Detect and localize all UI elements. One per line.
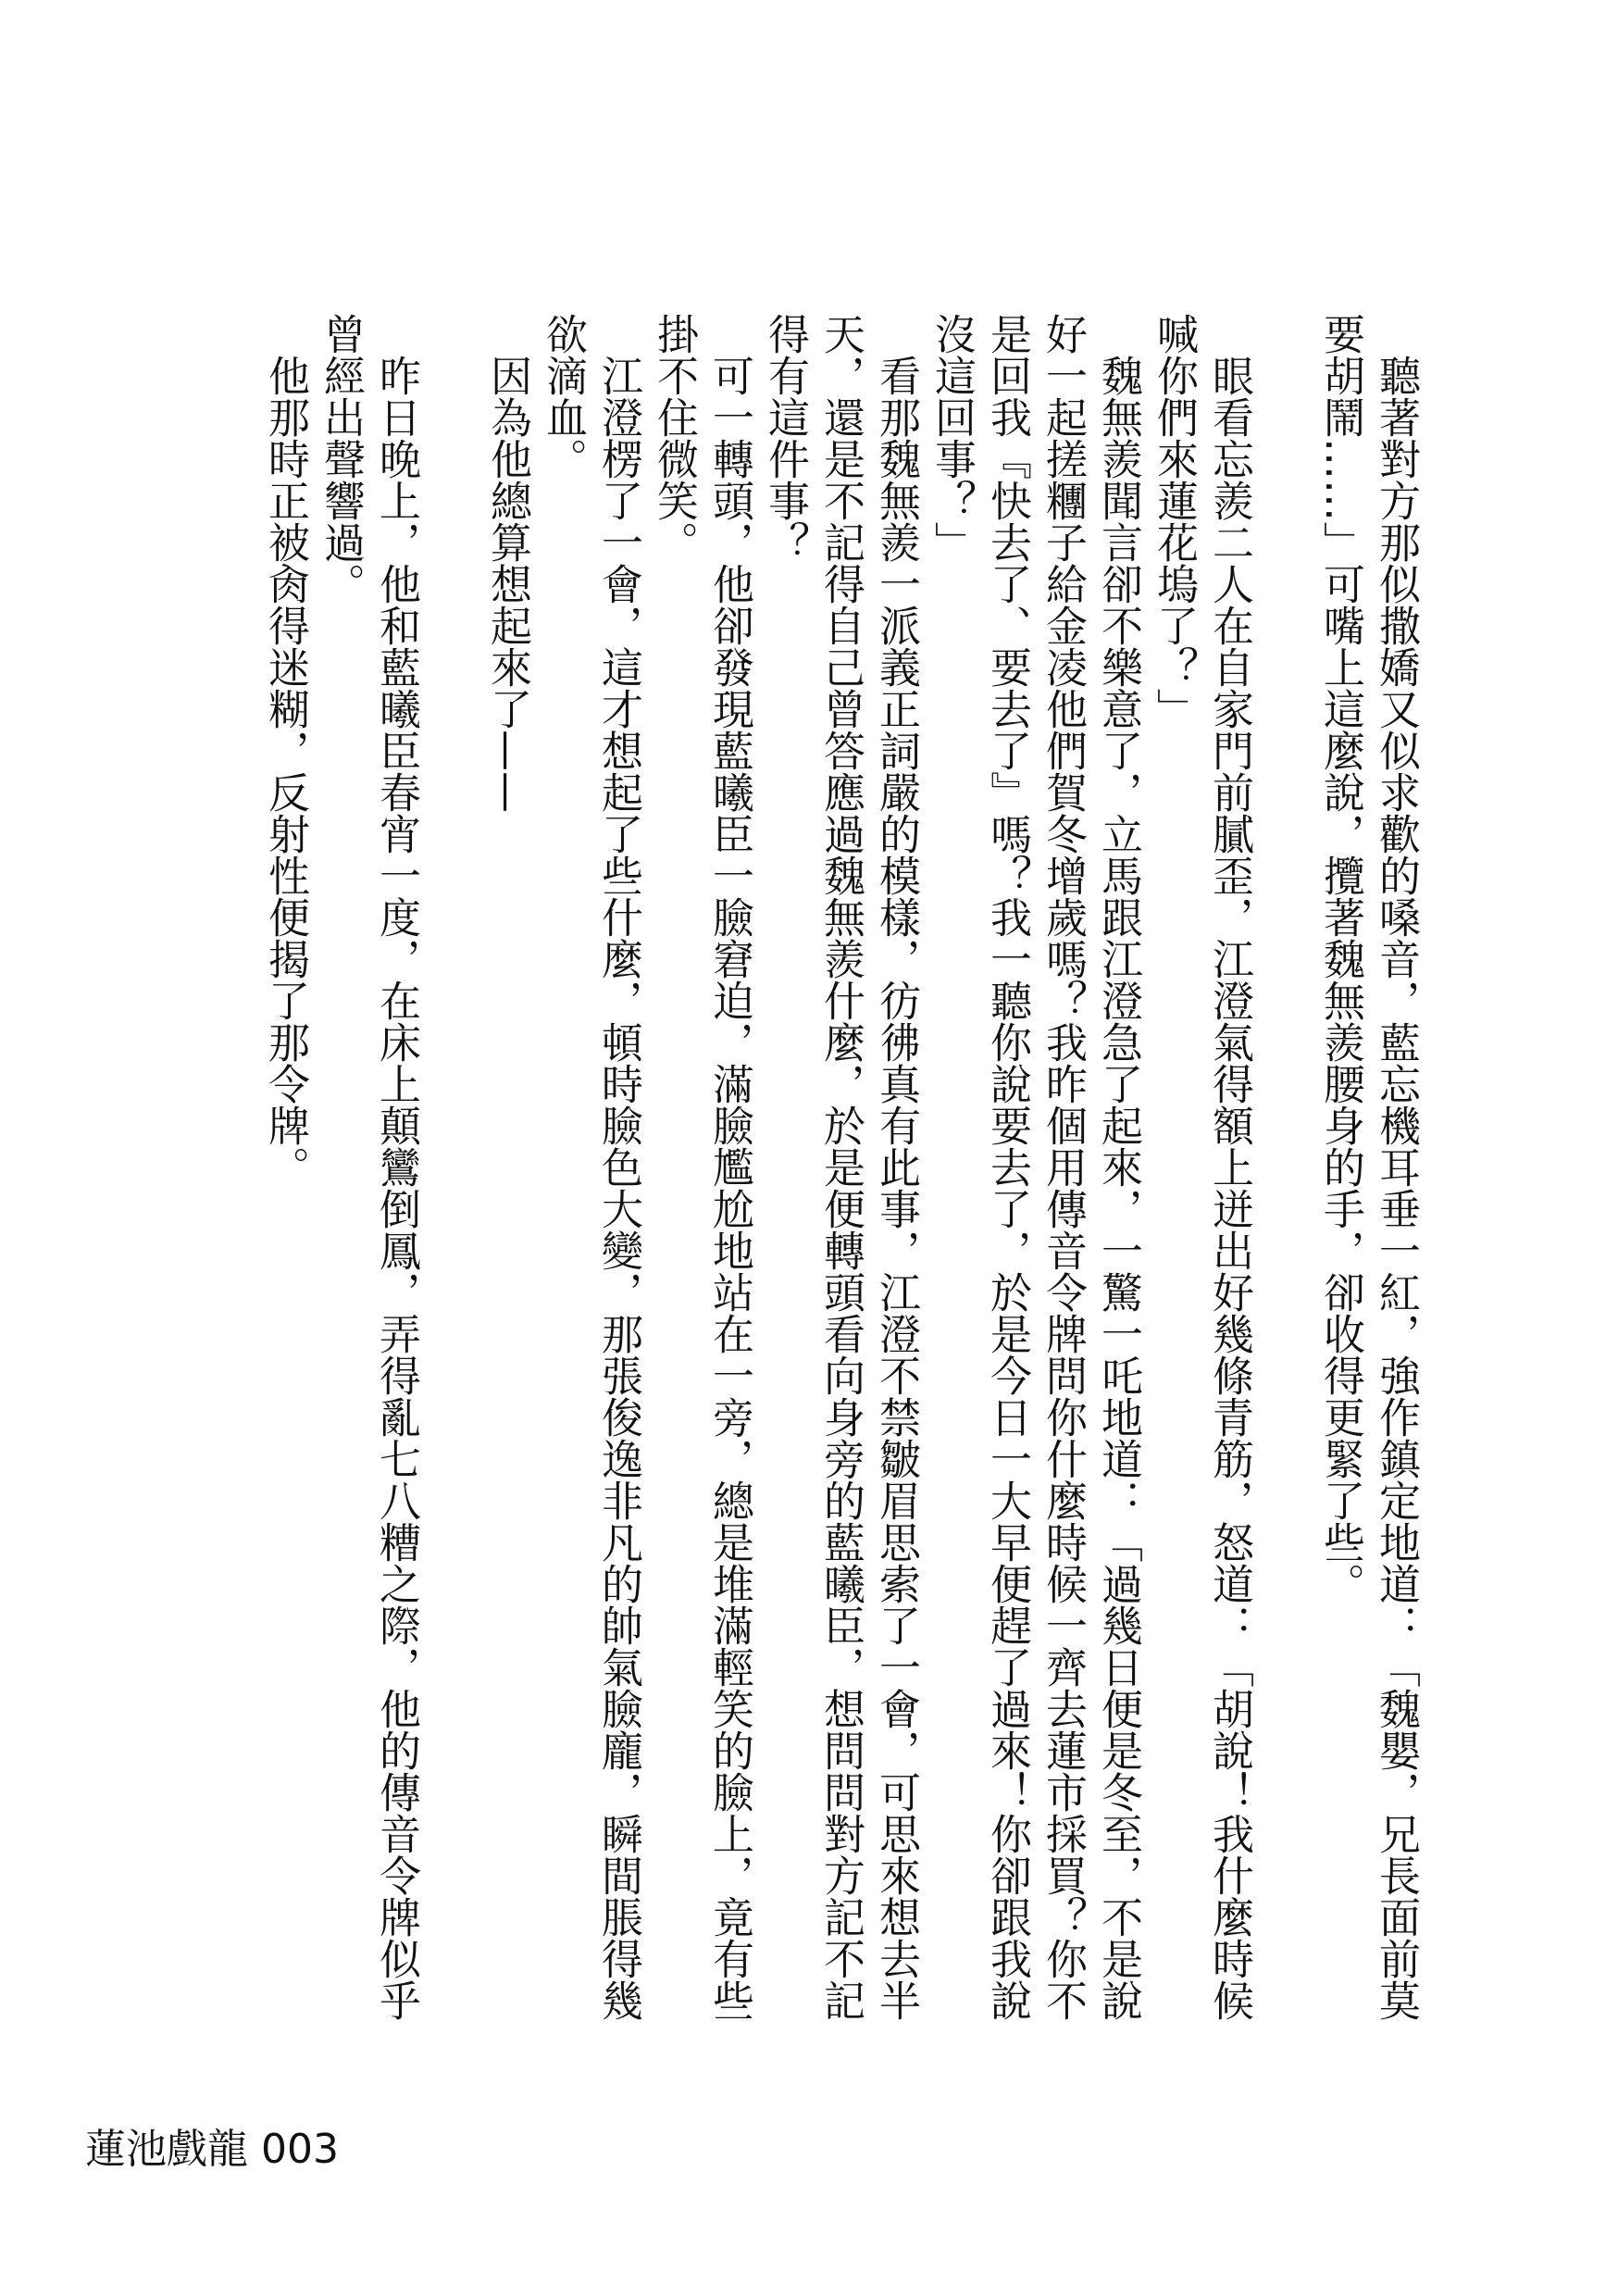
paragraph-2: 眼看忘羨二人在自家門前膩歪，江澄氣得額上迸出好幾條青筋，怒道：「胡說！我什麼時候喊你們來蓮花塢了？」 [1150,313,1254,2021]
page-footer: 蓮池戲龍 003 [85,2126,339,2173]
paragraph-7: 因為他總算想起來了—— [483,355,532,813]
vertical-text-body [174,313,1424,2044]
paragraph-1: 聽著對方那似撒嬌又似求歡的嗓音，藍忘機耳垂一紅，強作鎮定地道：「魏嬰，兄長面前莫要胡鬧……」可嘴上這麼說，攬著魏無羨腰身的手，卻收得更緊了些。 [1316,313,1421,2021]
paragraph-9: 他那時正被肏得迷糊，反射性便揭了那令牌。 [261,355,310,1188]
paragraph-3: 魏無羨聞言卻不樂意了，立馬跟江澄急了起來，一驚一吒地道：「過幾日便是冬至，不是說好一起搓糰子給金凌他們賀冬增歲嗎？我昨個用傳音令牌問你什麼時候一齊去蓮市採買？你不是回我『快去了、要去了』嗎？我一聽你說要去了，於是今日一大早便趕了過來！你卻跟我說沒這回事？」 [927,313,1143,2021]
paragraph-6: 江澄楞了一會，這才想起了些什麼，頓時臉色大變，那張俊逸非凡的帥氣臉龐，瞬間脹得幾欲滴血。 [539,313,643,2021]
paragraph-8: 昨日晚上，他和藍曦臣春宵一度，在床上顛鸞倒鳳，弄得亂七八糟之際，他的傳音令牌似乎曾經出聲響過。 [317,313,421,2021]
paragraph-4: 看那魏無羨一派義正詞嚴的模樣，彷彿真有此事，江澄不禁皺眉思索了一會，可思來想去半天，還是不記得自己曾答應過魏無羨什麼，於是便轉頭看向身旁的藍曦臣，想問問對方記不記得有這件事？ [761,313,921,2021]
paragraph-5: 可一轉頭，他卻發現藍曦臣一臉窘迫，滿臉尷尬地站在一旁，總是堆滿輕笑的臉上，竟有些掛不住微笑。 [650,313,754,2021]
